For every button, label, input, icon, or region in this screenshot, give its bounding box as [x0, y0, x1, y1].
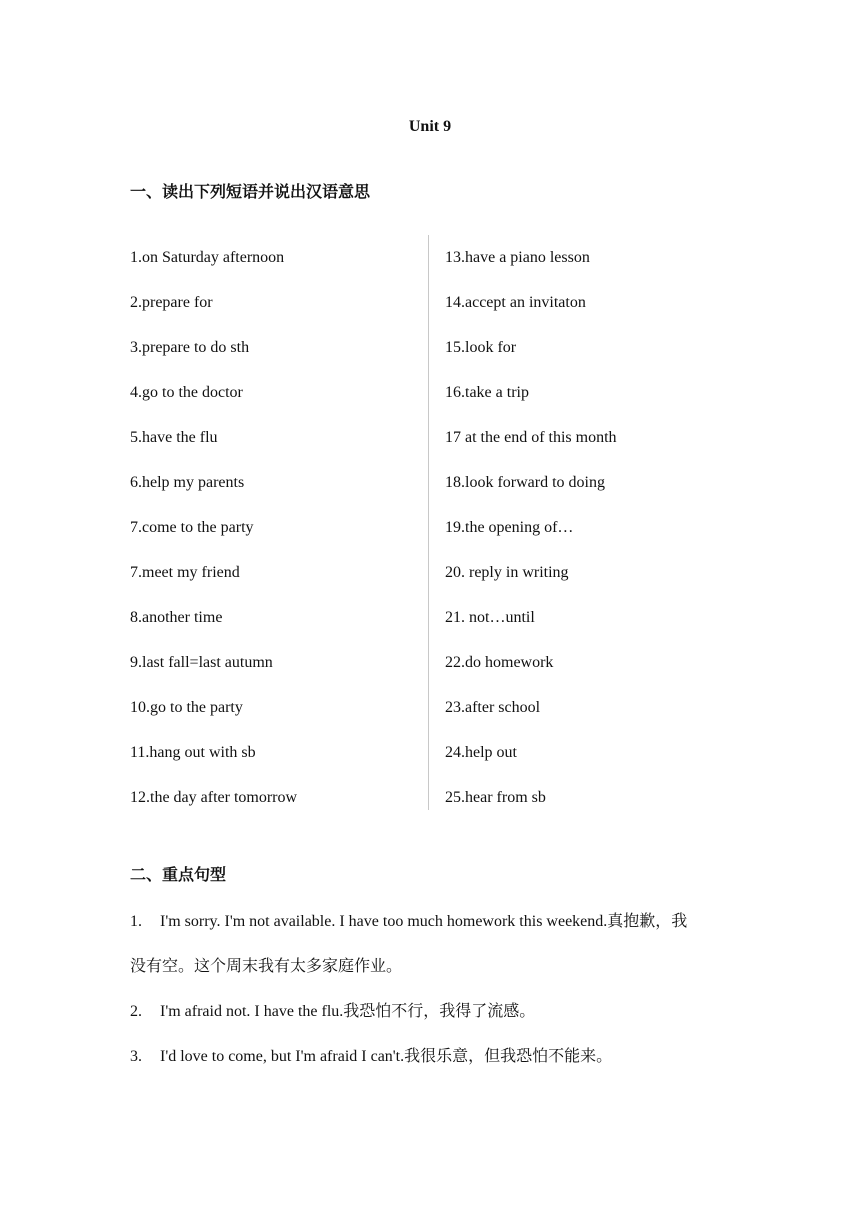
- phrase-item: 22.do homework: [445, 654, 554, 671]
- phrase-item: 7.come to the party: [130, 519, 254, 536]
- column-divider: [428, 235, 429, 810]
- sentence-chinese: 真抱歉，我: [607, 911, 688, 930]
- phrase-list-right: [445, 235, 735, 820]
- sentence-number: 1.: [130, 913, 142, 930]
- phrase-item: 9.last fall=last autumn: [130, 654, 273, 671]
- phrase-item: 25.hear from sb: [445, 789, 546, 806]
- key-sentence: [130, 898, 750, 944]
- phrase-item: 11.hang out with sb: [130, 744, 256, 761]
- phrase-item: 17 at the end of this month: [445, 429, 617, 446]
- sentence-number: 2.: [130, 1003, 142, 1020]
- sentence-chinese: 没有空。这个周末我有太多家庭作业。: [130, 956, 403, 975]
- phrase-item: 21. not…until: [445, 609, 535, 626]
- phrase-item: 6.help my parents: [130, 474, 245, 491]
- phrase-item: 14.accept an invitaton: [445, 294, 586, 311]
- phrase-item: 12.the day after tomorrow: [130, 789, 298, 806]
- phrase-item: 18.look forward to doing: [445, 474, 605, 491]
- section-heading-phrases: 一、读出下列短语并说出汉语意思: [130, 182, 371, 201]
- sentence-chinese: 我恐怕不行，我得了流感。: [343, 1001, 536, 1020]
- phrase-item: 5.have the flu: [130, 429, 218, 446]
- phrase-list-left: [130, 235, 426, 820]
- page-title: Unit 9: [408, 118, 452, 135]
- key-sentence-continuation: [130, 943, 750, 989]
- key-sentence: [130, 1033, 750, 1079]
- phrase-item: 19.the opening of…: [445, 519, 574, 536]
- phrase-item: 16.take a trip: [445, 384, 529, 401]
- phrase-item: 20. reply in writing: [445, 564, 569, 581]
- phrase-item: 10.go to the party: [130, 699, 243, 716]
- phrase-item: 15.look for: [445, 339, 517, 356]
- phrase-item: 7.meet my friend: [130, 564, 240, 581]
- phrase-item: 13.have a piano lesson: [445, 249, 590, 266]
- sentence-english: I'd love to come, but I'm afraid I can't.: [160, 1048, 405, 1065]
- phrase-item: 8.another time: [130, 609, 223, 626]
- sentence-number: 3.: [130, 1048, 142, 1065]
- phrase-item: 23.after school: [445, 699, 541, 716]
- phrase-table: [130, 235, 730, 810]
- phrase-item: 3.prepare to do sth: [130, 339, 250, 356]
- phrase-item: 4.go to the doctor: [130, 384, 243, 401]
- phrase-item: 2.prepare for: [130, 294, 213, 311]
- phrase-item: 1.on Saturday afternoon: [130, 249, 285, 266]
- section-heading-key-sentences: 二、重点句型: [130, 865, 227, 884]
- phrase-item: 24.help out: [445, 744, 517, 761]
- sentence-english: I'm afraid not. I have the flu.: [160, 1003, 344, 1020]
- sentence-chinese: 我很乐意，但我恐怕不能来。: [404, 1046, 613, 1065]
- key-sentence: [130, 988, 750, 1034]
- sentence-english: I'm sorry. I'm not available. I have too much homework this weekend.: [160, 913, 608, 930]
